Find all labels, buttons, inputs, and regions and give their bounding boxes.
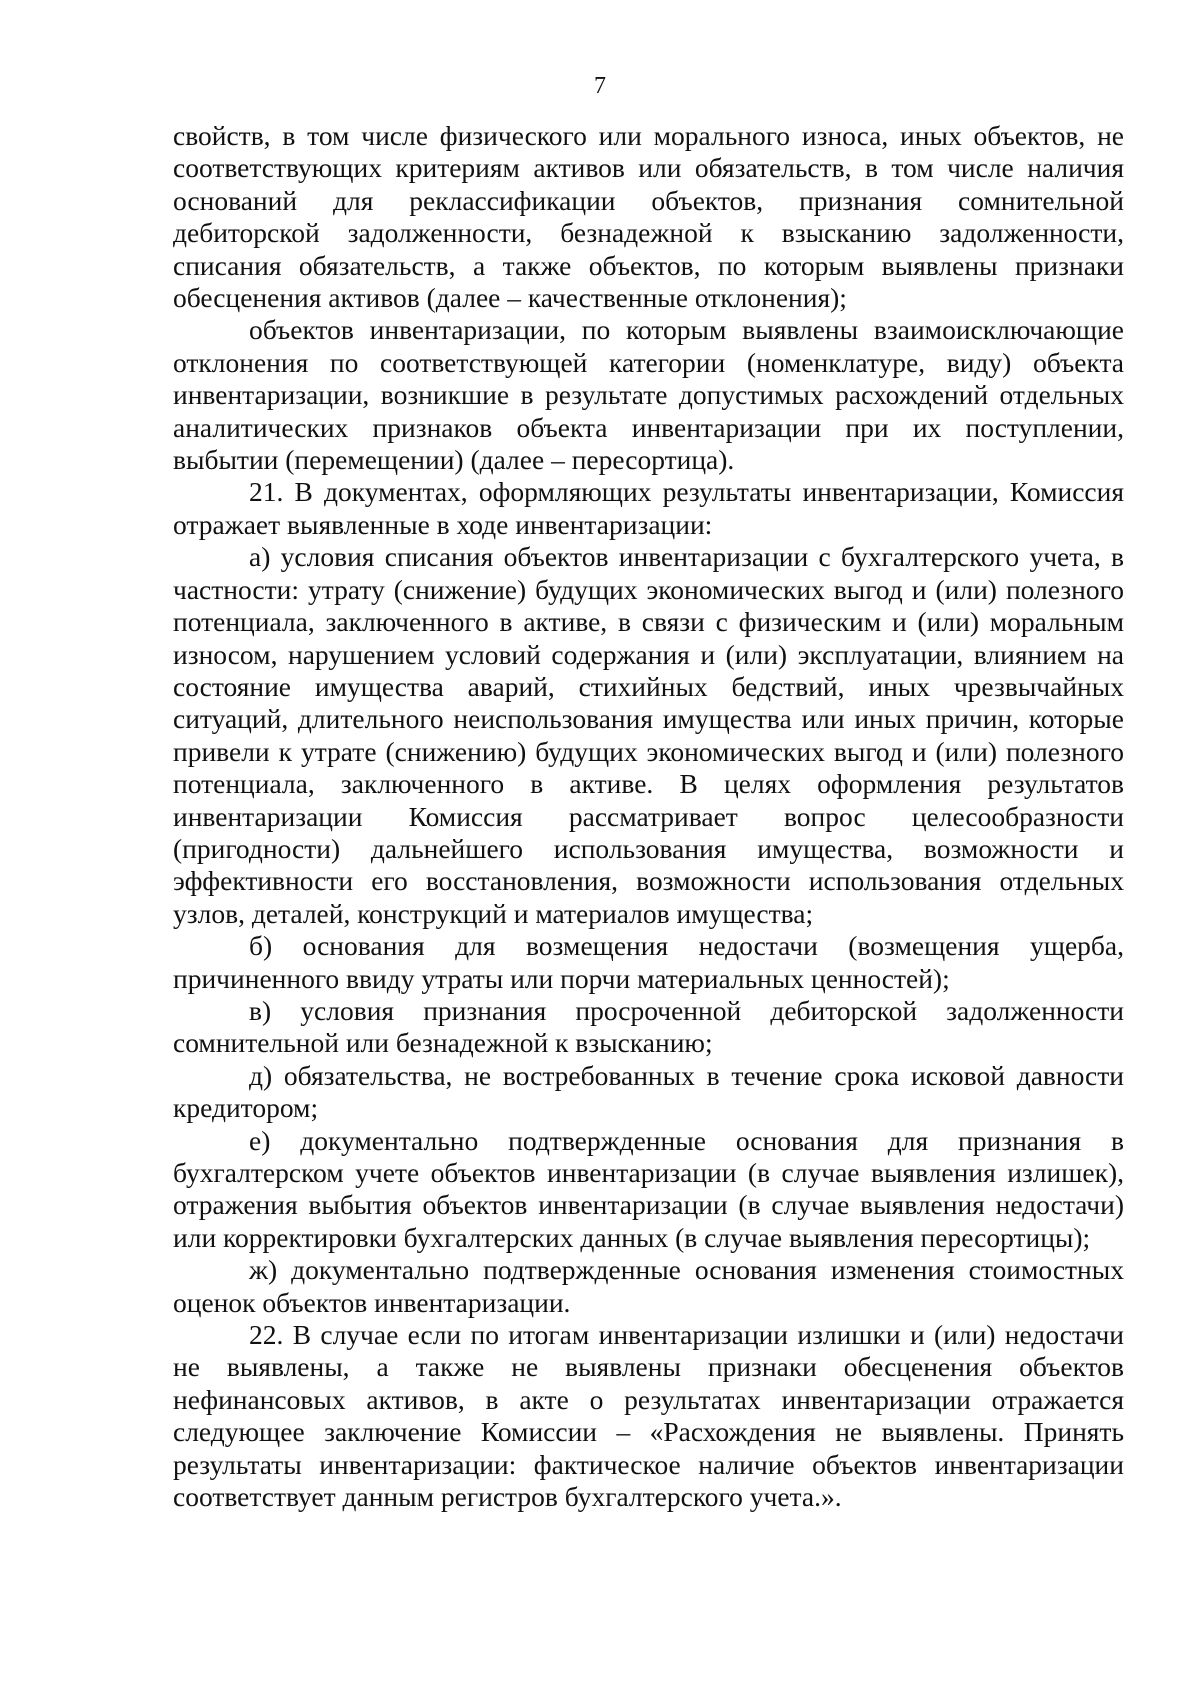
paragraph-item-b: б) основания для возмещения недостачи (возмещения ущерба, причиненного ввиду утраты или порчи материальных ценностей); [173,930,1124,994]
paragraph-item-d: д) обязательства, не востребованных в течение срока исковой давности кредитором; [173,1059,1124,1124]
paragraph-item-v: в) условия признания просроченной дебиторской задолженности сомнительной или безнадежной к взысканию; [173,994,1124,1059]
paragraph-item-a: а) условия списания объектов инвентаризации с бухгалтерского учета, в частности: утрату (снижение) будущих экономических выгод и (или) полезного потенциала, заключенного в активе, в связи с физическим и (или) моральным износом, нарушением условий содержания и (или) эксплуатации, влиянием на состояние имущества аварий, стихийных бедствий, иных чрезвычайных ситуаций, длительного неиспользования имущества или иных причин, которые привели к утрате (снижению) будущих экономических выгод и (или) полезного потенциала, заключенного в активе. В целях оформления результатов инвентаризации Комиссия рассматривает вопрос целесообразности (пригодности) дальнейшего использования имущества, возможности и эффективности его восстановления, возможности использования отдельных узлов, деталей, конструкций и материалов имущества; [173,541,1124,929]
paragraph-continuation: свойств, в том числе физического или морального износа, иных объектов, не соответствующих критериям активов или обязательств, в том числе наличия оснований для реклассификации объектов, признания сомнительной дебиторской задолженности, безнадежной к взысканию задолженности, списания обязательств, а также объектов, по которым выявлены признаки обесценения активов (далее – качественные отклонения); [173,120,1124,314]
paragraph-item-e: е) документально подтвержденные основания для признания в бухгалтерском учете объектов инвентаризации (в случае выявления излишек), отражения выбытия объектов инвентаризации (в случае выявления недостачи) или корректировки бухгалтерских данных (в случае выявления пересортицы); [173,1124,1124,1253]
page-number: 7 [594,73,606,99]
paragraph-clause-22: 22. В случае если по итогам инвентаризации излишки и (или) недостачи не выявлены, а также не выявлены признаки обесценения объектов нефинансовых активов, в акте о результатах инвентаризации отражается следующее заключение Комиссии – «Расхождения не выявлены. Принять результаты инвентаризации: фактическое наличие объектов инвентаризации соответствует данным регистров бухгалтерского учета.». [173,1319,1124,1513]
paragraph-item-zh: ж) документально подтвержденные основания изменения стоимостных оценок объектов инвентаризации. [173,1254,1124,1318]
paragraph-resorting: объектов инвентаризации, по которым выявлены взаимоисключающие отклонения по соответствующей категории (номенклатуре, виду) объекта инвентаризации, возникшие в результате допустимых расхождений отдельных аналитических признаков объекта инвентаризации при их поступлении, выбытии (перемещении) (далее – пересортица). [173,314,1124,476]
paragraph-clause-21: 21. В документах, оформляющих результаты инвентаризации, Комиссия отражает выявленные в ходе инвентаризации: [173,476,1124,540]
document-body [173,120,1124,1513]
